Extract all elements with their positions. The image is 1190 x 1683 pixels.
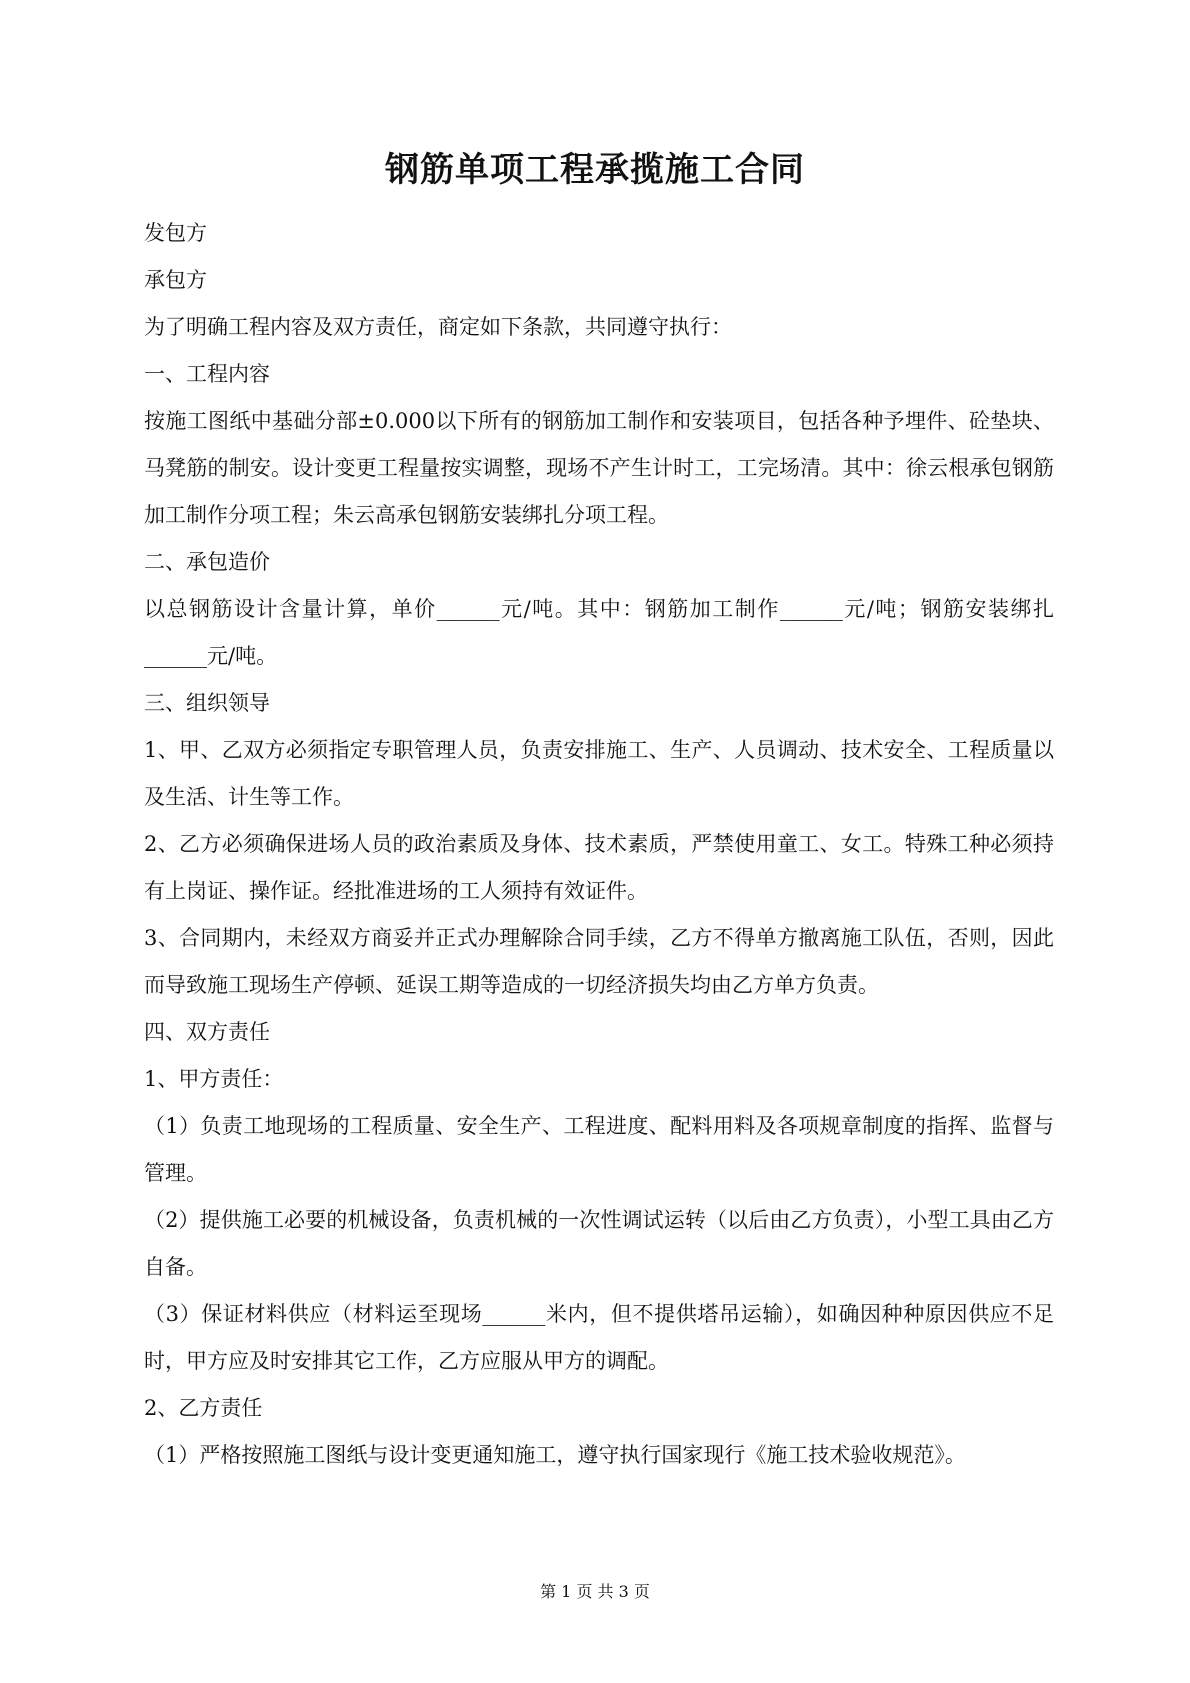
document-body <box>144 210 1054 1479</box>
subheading-party-a: 1、甲方责任： <box>144 1067 284 1091</box>
party-a-line: 发包方 <box>144 221 207 245</box>
paragraph-contract-price: 以总钢筋设计含量计算，单价______元/吨。其中：钢筋加工制作______元/吨；钢筋安装绑扎______元/吨。 <box>144 597 1054 668</box>
paragraph-management-1: 1、甲、乙双方必须指定专职管理人员，负责安排施工、生产、人员调动、技术安全、工程质量以及生活、计生等工作。 <box>144 738 1054 809</box>
paragraph-party-a-1: （1）负责工地现场的工程质量、安全生产、工程进度、配料用料及各项规章制度的指挥、监督与管理。 <box>144 1114 1054 1185</box>
paragraph-party-b-1: （1）严格按照施工图纸与设计变更通知施工，遵守执行国家现行《施工技术验收规范》。 <box>144 1443 966 1467</box>
preamble-paragraph: 为了明确工程内容及双方责任，商定如下条款，共同遵守执行： <box>144 315 732 339</box>
paragraph-management-2: 2、乙方必须确保进场人员的政治素质及身体、技术素质，严禁使用童工、女工。特殊工种必须持有上岗证、操作证。经批准进场的工人须持有效证件。 <box>144 832 1054 903</box>
document-title: 钢筋单项工程承揽施工合同 <box>385 150 805 190</box>
section-heading-4: 四、双方责任 <box>144 1020 270 1044</box>
section-heading-3: 三、组织领导 <box>144 691 270 715</box>
paragraph-party-a-3: （3）保证材料供应（材料运至现场______米内，但不提供塔吊运输），如确因种种原因供应不足时，甲方应及时安排其它工作，乙方应服从甲方的调配。 <box>144 1302 1054 1373</box>
paragraph-management-3: 3、合同期内，未经双方商妥并正式办理解除合同手续，乙方不得单方撤离施工队伍，否则，因此而导致施工现场生产停顿、延误工期等造成的一切经济损失均由乙方单方负责。 <box>144 926 1054 997</box>
page-number-footer: 第 1 页 共 3 页 <box>540 1582 650 1601</box>
party-b-line: 承包方 <box>144 268 207 292</box>
section-heading-2: 二、承包造价 <box>144 550 270 574</box>
paragraph-party-a-2: （2）提供施工必要的机械设备，负责机械的一次性调试运转（以后由乙方负责），小型工具由乙方自备。 <box>144 1208 1054 1279</box>
paragraph-work-content: 按施工图纸中基础分部±0.000以下所有的钢筋加工制作和安装项目，包括各种予埋件、砼垫块、马凳筋的制安。设计变更工程量按实调整，现场不产生计时工，工完场清。其中：徐云根承包钢筋加工制作分项工程；朱云高承包钢筋安装绑扎分项工程。 <box>144 409 1054 527</box>
subheading-party-b: 2、乙方责任 <box>144 1396 263 1420</box>
section-heading-1: 一、工程内容 <box>144 362 270 386</box>
